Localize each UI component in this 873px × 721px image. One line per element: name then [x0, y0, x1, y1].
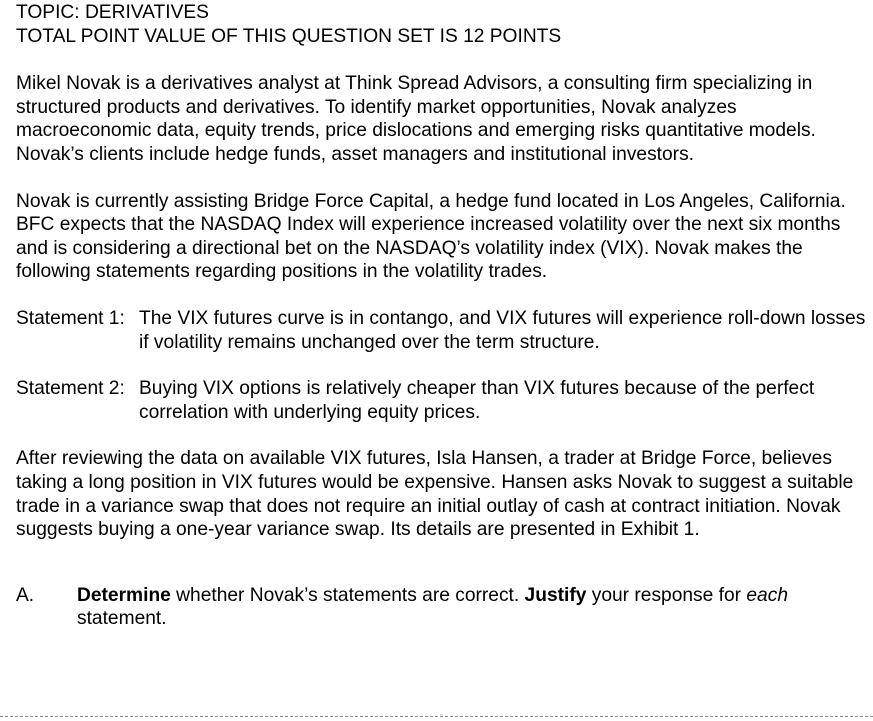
page-break-marker-icon: ▫	[440, 710, 444, 720]
statement-2	[16, 377, 868, 424]
question-letter: A.	[16, 584, 35, 606]
question-part-2: your response for	[586, 584, 747, 606]
statements-list	[16, 307, 868, 424]
statement-label: Statement 2:	[16, 378, 125, 400]
context-paragraph: Novak is currently assisting Bridge Force Capital, a hedge fund located in Los Angeles, California. BFC expects that the NASDAQ Index will experience increased volatility over the next six months and is considering a directional bet on the NASDAQ’s volatility index (VIX). Novak makes the following statements regarding positions in the volatility trades.	[16, 190, 846, 283]
question-part-3: statement.	[77, 608, 167, 630]
statement-text: The VIX futures curve is in contango, and VIX futures will experience roll-down losses if volatility remains unchanged over the term structure.	[139, 307, 866, 353]
question-verb-determine: Determine	[77, 584, 171, 606]
question-a	[16, 584, 868, 631]
header	[16, 0, 868, 48]
page-break-divider	[0, 716, 873, 717]
statement-text: Buying VIX options is relatively cheaper than VIX futures because of the perfect correlation with underlying equity prices.	[139, 378, 815, 423]
topic-title: TOPIC: DERIVATIVES	[16, 2, 209, 23]
question-emphasis-each: each	[746, 584, 788, 606]
question-part-1: whether Novak’s statements are correct.	[170, 584, 525, 606]
total-points-line: TOTAL POINT VALUE OF THIS QUESTION SET IS 12 POINTS	[16, 25, 562, 47]
question-verb-justify: Justify	[524, 584, 587, 606]
followup-paragraph: After reviewing the data on available VIX futures, Isla Hansen, a trader at Bridge Force, believes taking a long position in VIX futures would be expensive. Hansen asks Novak to suggest a suitable trade in a variance swap that does not require an initial outlay of cash at contract initiation. Novak suggests buying a one-year variance swap. Its details are presented in Exhibit 1.	[16, 448, 854, 541]
question-text	[77, 584, 868, 631]
statement-1	[16, 307, 868, 354]
intro-paragraph: Mikel Novak is a derivatives analyst at Think Spread Advisors, a consulting firm specializing in structured products and derivatives. To identify market opportunities, Novak analyzes macroeconomic data, equity trends, price dislocations and emerging risks quantitative models. Novak’s clients include hedge funds, asset managers and institutional investors.	[16, 73, 816, 165]
statement-label: Statement 1:	[16, 307, 125, 329]
question-page	[16, 0, 868, 631]
